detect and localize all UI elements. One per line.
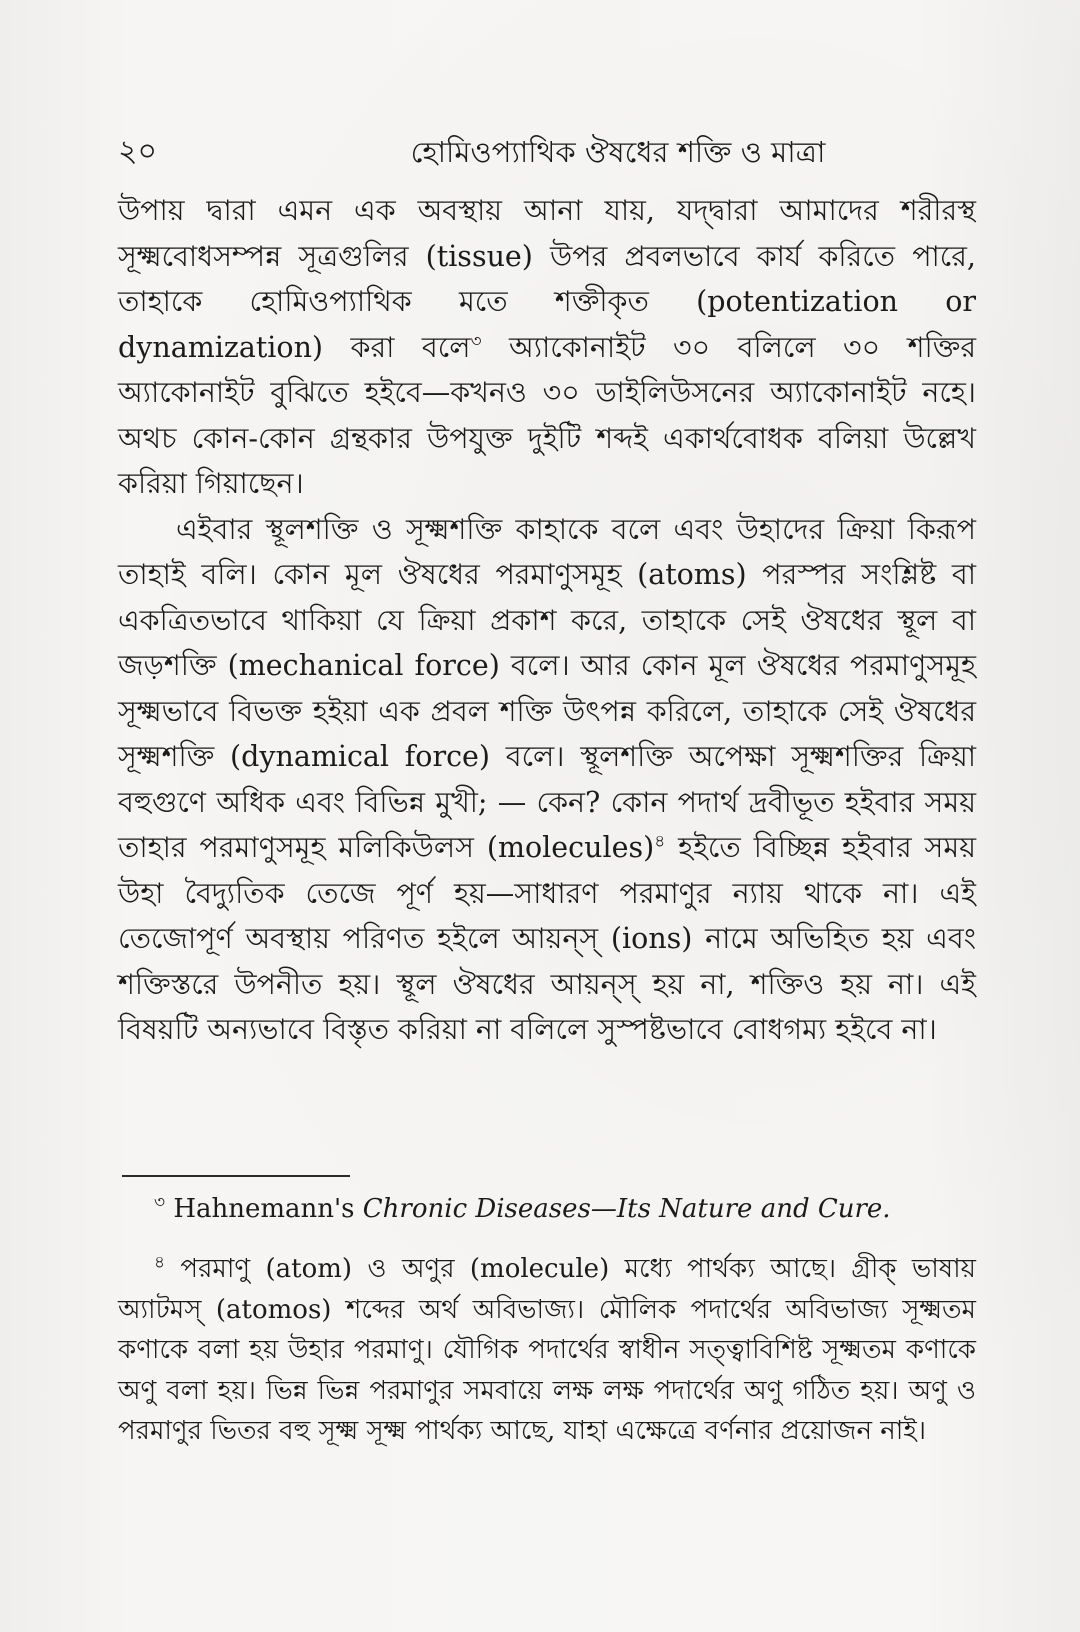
paragraph-2-text-b: হইতে বিচ্ছিন্ন হইবার সময় উহা বৈদ্যুতিক তেজে পূর্ণ হয়—সাধারণ পরমাণুর ন্যায় থাকে না। এই তেজোপূর্ণ অবস্থায় পরিণত হইলে আয়ন্‌স্ (ions) নামে অভিহিত হয় এবং শক্তিস্তরে উপনীত হয়। স্থূল ঔষধের আয়ন্‌স্ হয় না, শক্তিও হয় না। এই বিষয়টি অন্যভাবে বিস্তৃত করিয়া না বলিলে সুস্পষ্টভাবে বোধগম্য হইবে না।: [118, 831, 976, 1046]
footnote-ref-3: ৩: [470, 331, 482, 351]
footnote-ref-4: ৪: [654, 831, 666, 852]
footnote-3-author: Hahnemann's: [165, 1194, 363, 1224]
footnote-4-mark: ৪: [154, 1252, 166, 1273]
page-number: ২০: [118, 134, 158, 169]
paragraph-1: [118, 188, 976, 507]
paragraph-2: [118, 507, 976, 1053]
footnotes: [118, 1191, 976, 1452]
footnote-3-title: Chronic Diseases—Its Nature and Cure.: [362, 1194, 891, 1224]
paragraph-2-text-a: এইবার স্থূলশক্তি ও সূক্ষ্মশক্তি কাহাকে বলে এবং উহাদের ক্রিয়া কিরূপ তাহাই বলি। কোন মূল ঔষধের পরমাণুসমূহ (atoms) পরস্পর সংশ্লিষ্ট বা একত্রিতভাবে থাকিয়া যে ক্রিয়া প্রকাশ করে, তাহাকে সেই ঔষধের স্থূল বা জড়শক্তি (mechanical force) বলে। আর কোন মূল ঔষধের পরমাণুসমূহ সূক্ষ্মভাবে বিভক্ত হইয়া এক প্রবল শক্তি উৎপন্ন করিলে, তাহাকে সেই ঔষধের সূক্ষ্মশক্তি (dynamical force) বলে। স্থূলশক্তি অপেক্ষা সূক্ষ্মশক্তির ক্রিয়া বহুগুণে অধিক এবং বিভিন্ন মুখী; — কেন? কোন পদার্থ দ্রবীভূত হইবার সময় তাহার পরমাণুসমূহ মলিকিউলস (molecules): [118, 512, 976, 864]
paragraph-1-text-b: অ্যাকোনাইট ৩০ বলিলে ৩০ শক্তির অ্যাকোনাইট বুঝিতে হইবে—কখনও ৩০ ডাইলিউসনের অ্যাকোনাইট নহে। অথচ কোন-কোন গ্রন্থকার উপযুক্ত দুইটি শব্দই একার্থবোধক বলিয়া উল্লেখ করিয়া গিয়াছেন।: [118, 330, 977, 500]
page-header: [118, 130, 978, 174]
footnote-4: [118, 1249, 976, 1452]
body-text: [118, 188, 976, 1053]
footnote-4-text: পরমাণু (atom) ও অণুর (molecule) মধ্যে পার্থক্য আছে। গ্রীক্ ভাষায় অ্যাটমস্ (atomos) শব্দের অর্থ অবিভাজ্য। মৌলিক পদার্থের অবিভাজ্য সূক্ষ্মতম কণাকে বলা হয় উহার পরমাণু। যৌগিক পদার্থের স্বাধীন সত্ত্বাবিশিষ্ট সূক্ষ্মতম কণাকে অণু বলা হয়। ভিন্ন ভিন্ন পরমাণুর সমবায়ে লক্ষ লক্ষ পদার্থের অণু গঠিত হয়। অণু ও পরমাণুর ভিতর বহু সূক্ষ্ম সূক্ষ্ম পার্থক্য আছে, যাহা এক্ষেত্রে বর্ণনার প্রয়োজন নাই।: [118, 1254, 976, 1446]
footnote-separator: [122, 1175, 350, 1177]
footnote-3-mark: ৩: [154, 1192, 166, 1213]
paragraph-1-text-a: উপায় দ্বারা এমন এক অবস্থায় আনা যায়, যদ্দ্বারা আমাদের শরীরস্থ সূক্ষ্মবোধসম্পন্ন সূত্রগুলির (tissue) উপর প্রবলভাবে কার্য করিতে পারে, তাহাকে হোমিওপ্যাথিক মতে শক্তীকৃত (potentization or dynamization) করা বলে: [118, 194, 976, 364]
footnote-3: [118, 1191, 976, 1227]
running-title: হোমিওপ্যাথিক ঔষধের শক্তি ও মাত্রা: [410, 135, 826, 169]
